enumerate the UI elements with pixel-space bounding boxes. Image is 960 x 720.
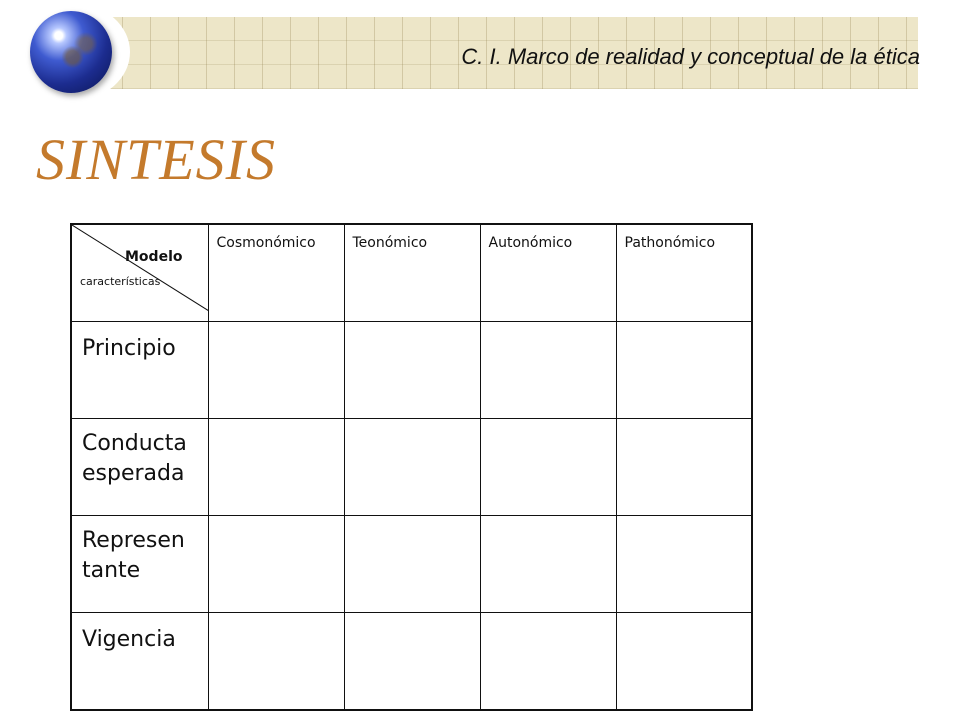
table-cell	[616, 419, 752, 516]
table-cell	[344, 322, 480, 419]
row-label-line: Principio	[82, 336, 176, 361]
table-cell	[616, 516, 752, 613]
table-cell	[616, 613, 752, 711]
column-header: Cosmonómico	[208, 224, 344, 322]
table-cell	[480, 516, 616, 613]
column-header: Pathonómico	[616, 224, 752, 322]
table-cell	[480, 419, 616, 516]
table-cell	[208, 516, 344, 613]
row-label-line: Vigencia	[82, 627, 176, 652]
table-cell	[208, 322, 344, 419]
table-cell	[480, 613, 616, 711]
column-header: Teonómico	[344, 224, 480, 322]
row-label-line: Conducta	[82, 431, 187, 456]
row-label	[71, 322, 208, 419]
table-cell	[344, 613, 480, 711]
table-row	[71, 516, 752, 613]
row-label	[71, 516, 208, 613]
row-label	[71, 419, 208, 516]
table-cell	[616, 322, 752, 419]
corner-cell	[71, 224, 208, 322]
table-row	[71, 322, 752, 419]
column-header: Autonómico	[480, 224, 616, 322]
corner-label-caracteristicas: características	[80, 275, 161, 288]
table-header-row	[71, 224, 752, 322]
table-cell	[344, 419, 480, 516]
slide-title: SINTESIS	[36, 127, 276, 192]
header-title: C. I. Marco de realidad y conceptual de la ética	[461, 44, 920, 69]
globe-icon	[30, 11, 112, 93]
table-cell	[208, 613, 344, 711]
corner-diagonal	[72, 225, 208, 311]
row-label-line: tante	[82, 558, 141, 583]
table-row	[71, 419, 752, 516]
table-cell	[208, 419, 344, 516]
row-label-line: esperada	[82, 461, 185, 486]
corner-label-modelo: Modelo	[125, 249, 183, 265]
table-row	[71, 613, 752, 711]
row-label	[71, 613, 208, 711]
table-cell	[344, 516, 480, 613]
table-cell	[480, 322, 616, 419]
synthesis-table	[70, 223, 753, 711]
row-label-line: Represen	[82, 528, 185, 553]
